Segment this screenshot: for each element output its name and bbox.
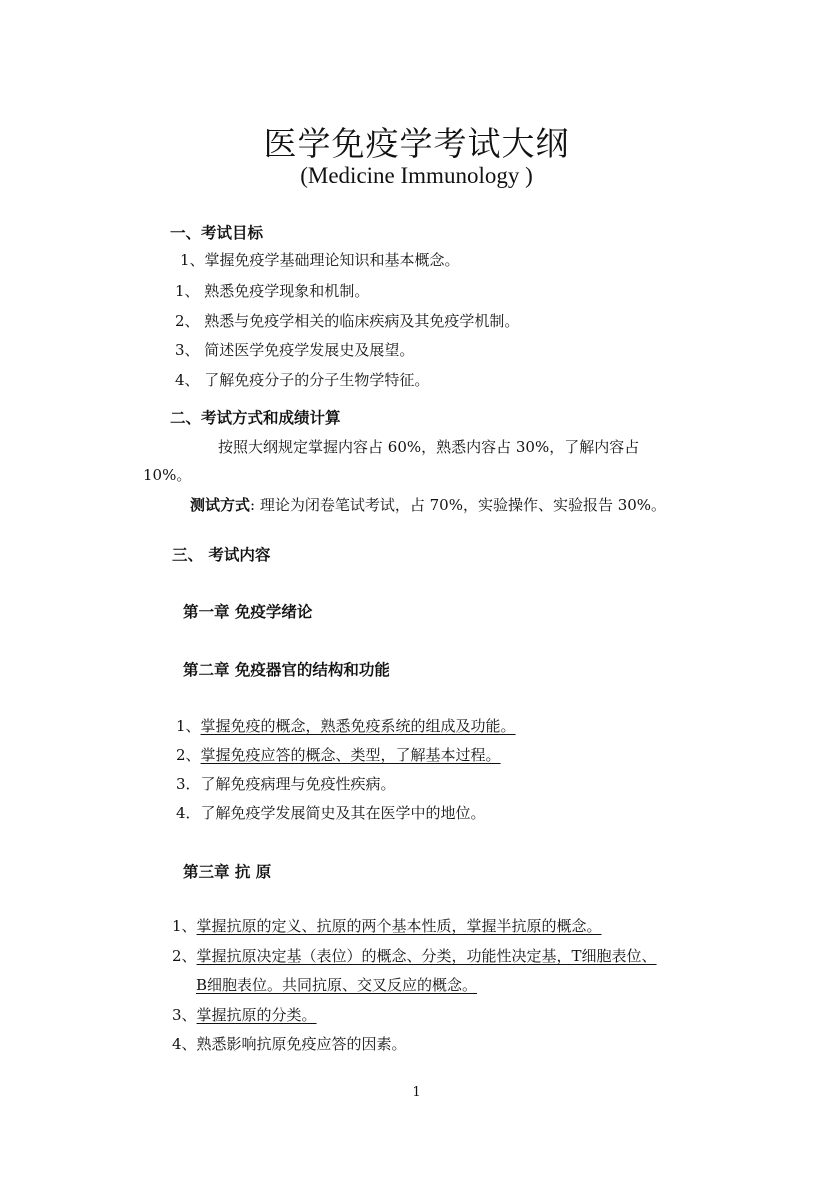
test-method-text: : 理论为闭卷笔试考试，占 70%，实验操作、实验报告 30%。 bbox=[250, 496, 667, 514]
chapter2-item: 4．了解免疫学发展简史及其在医学中的地位。 bbox=[176, 804, 486, 822]
chapter2-item: 3．了解免疫病理与免疫性疾病。 bbox=[176, 775, 396, 793]
chapter3-heading: 第三章 抗 原 bbox=[183, 863, 272, 881]
section1-heading: 一、考试目标 bbox=[170, 224, 264, 242]
section2-heading: 二、考试方式和成绩计算 bbox=[170, 409, 341, 427]
test-method-label: 测试方式 bbox=[190, 496, 251, 514]
section2-paragraph-line2: 10%。 bbox=[143, 466, 192, 484]
section1-item: 1、掌握免疫学基础理论知识和基本概念。 bbox=[180, 251, 460, 269]
section2-paragraph-line1: 按照大纲规定掌握内容占 60%，熟悉内容占 30%，了解内容占 bbox=[218, 438, 640, 456]
chapter3-item: 2、掌握抗原决定基（表位）的概念、分类，功能性决定基，T细胞表位、 bbox=[172, 947, 657, 965]
chapter3-item: 4、熟悉影响抗原免疫应答的因素。 bbox=[172, 1035, 407, 1053]
chapter1-heading: 第一章 免疫学绪论 bbox=[183, 603, 313, 621]
section1-item: 2、 熟悉与免疫学相关的临床疾病及其免疫学机制。 bbox=[175, 312, 520, 330]
document-title: 医学免疫学考试大纲 bbox=[263, 124, 570, 163]
section1-item: 4、 了解免疫分子的分子生物学特征。 bbox=[175, 371, 430, 389]
section1-item: 3、 简述医学免疫学发展史及展望。 bbox=[175, 341, 415, 359]
chapter2-item: 2、掌握免疫应答的概念、类型，了解基本过程。 bbox=[176, 746, 501, 764]
section1-item: 1、 熟悉免疫学现象和机制。 bbox=[175, 282, 370, 300]
section3-heading: 三、 考试内容 bbox=[172, 546, 271, 564]
test-method-line bbox=[190, 494, 666, 515]
chapter2-item: 1、掌握免疫的概念，熟悉免疫系统的组成及功能。 bbox=[176, 717, 516, 735]
chapter3-item: 3、掌握抗原的分类。 bbox=[172, 1006, 317, 1024]
chapter2-heading: 第二章 免疫器官的结构和功能 bbox=[183, 661, 390, 679]
chapter3-item: 1、掌握抗原的定义、抗原的两个基本性质，掌握半抗原的概念。 bbox=[172, 917, 602, 935]
chapter3-item-continuation: B细胞表位。共同抗原、交叉反应的概念。 bbox=[196, 976, 478, 994]
document-subtitle: (Medicine Immunology ) bbox=[300, 163, 533, 188]
page-number: 1 bbox=[412, 1085, 421, 1100]
